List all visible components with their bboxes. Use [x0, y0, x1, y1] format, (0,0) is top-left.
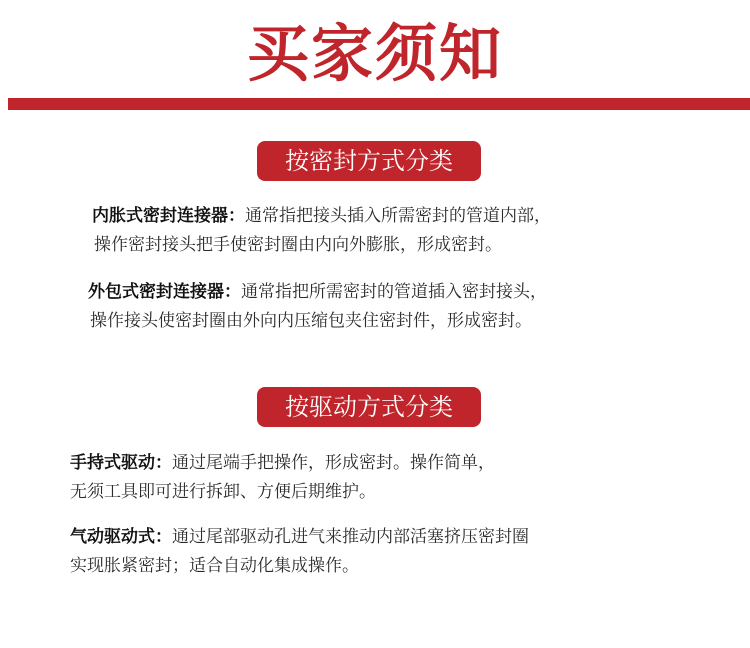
description-line: 无须工具即可进行拆卸、方便后期维护。 [70, 482, 376, 502]
title-divider-bar [8, 98, 750, 110]
description-manual-drive [70, 449, 495, 507]
description-internal-expansion-connector [92, 202, 551, 260]
description-pneumatic-drive [70, 523, 529, 581]
description-external-wrap-connector [88, 278, 547, 336]
section-heading-drive-type: 按驱动方式分类 [257, 387, 481, 427]
description-line: 操作密封接头把手使密封圈由内向外膨胀，形成密封。 [94, 235, 502, 255]
section-heading-seal-type: 按密封方式分类 [257, 141, 481, 181]
page-title: 买家须知 [246, 17, 503, 90]
description-line: 实现胀紧密封；适合自动化集成操作。 [70, 556, 359, 576]
description-line: 通过尾部驱动孔进气来推动内部活塞挤压密封圈 [172, 527, 529, 547]
term-pneumatic-drive: 气动驱动式： [70, 527, 172, 547]
description-line: 通常指把所需密封的管道插入密封接头， [241, 282, 547, 302]
description-line: 通常指把接头插入所需密封的管道内部， [245, 206, 551, 226]
term-manual-drive: 手持式驱动： [70, 453, 172, 473]
description-line: 通过尾端手把操作，形成密封。操作简单， [172, 453, 495, 473]
term-external-wrap-connector: 外包式密封连接器： [88, 282, 241, 302]
term-internal-expansion-connector: 内胀式密封连接器： [92, 206, 245, 226]
description-line: 操作接头使密封圈由外向内压缩包夹住密封件，形成密封。 [90, 311, 532, 331]
